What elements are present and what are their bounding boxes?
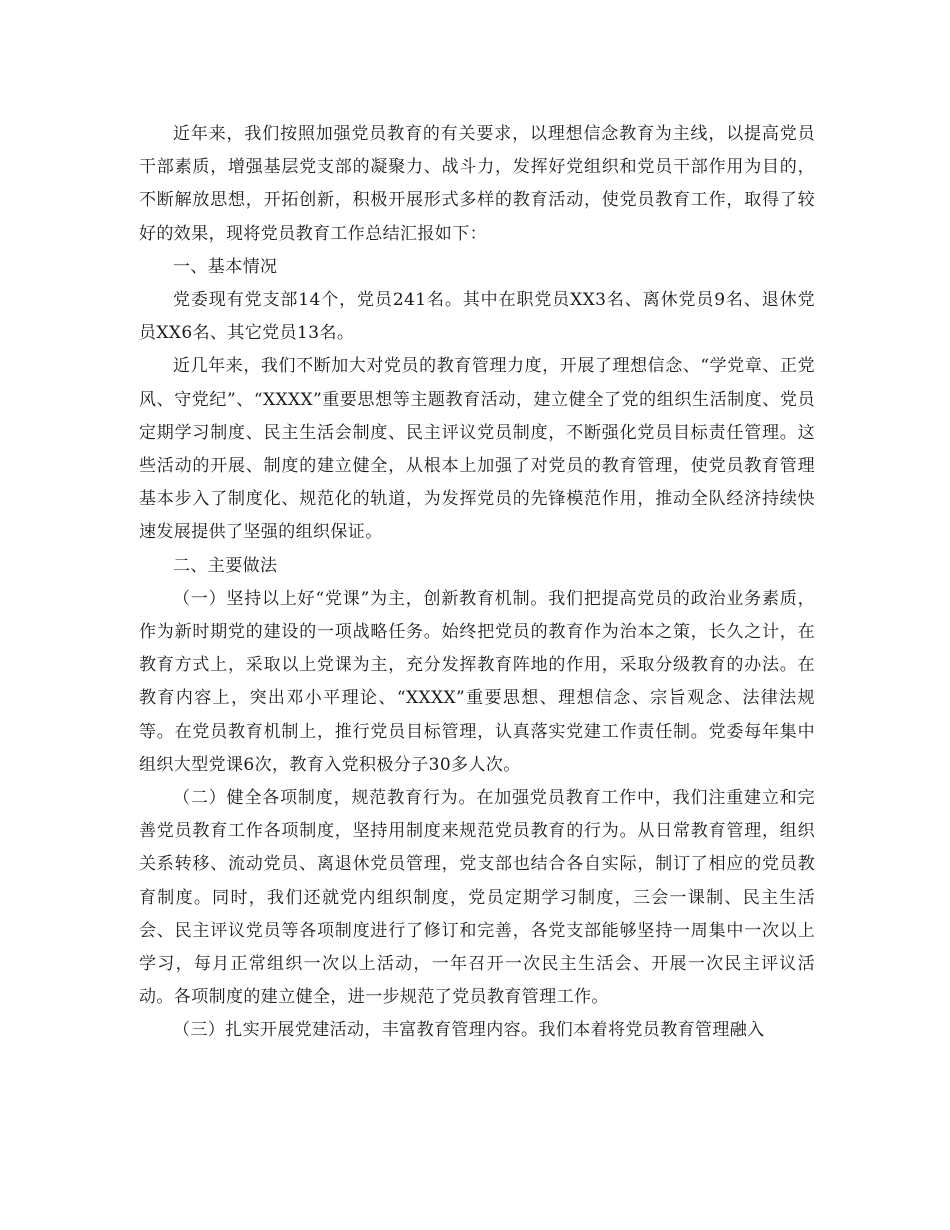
practice-paragraph-2: （二）健全各项制度，规范教育行为。在加强党员教育工作中，我们注重建立和完善党员教育工作各项制度，坚持用制度来规范党员教育的行为。从日常教育管理，组织关系转移、流动党员、离退休党员管理，党支部也结合各自实际，制订了相应的党员教育制度。同时，我们还就党内组织制度，党员定期学习制度，三会一课制、民主生活会、民主评议党员等各项制度进行了修订和完善，各党支部能够坚持一周集中一次以上学习，每月正常组织一次以上活动，一年召开一次民主生活会、开展一次民主评议活动。各项制度的建立健全，进一步规范了党员教育管理工作。: [139, 788, 815, 1008]
section-heading-main-practices: 二、主要做法: [173, 555, 278, 576]
practice-paragraph-1: （一）坚持以上好“党课”为主，创新教育机制。我们把提高党员的政治业务素质，作为新时期党的建设的一项战略任务。始终把党员的教育作为治本之策，长久之计，在教育方式上，采取以上党课为主，充分发挥教育阵地的作用，采取分级教育的办法。在教育内容上，突出邓小平理论、“XXXX”重要思想、理想信念、宗旨观念、法律法规等。在党员教育机制上，推行党员目标管理，认真落实党建工作责任制。党委每年集中组织大型党课6次，教育入党积极分子30多人次。: [139, 588, 815, 775]
practice-paragraph-3: （三）扎实开展党建活动，丰富教育管理内容。我们本着将党员教育管理融入: [173, 1020, 765, 1041]
education-management-paragraph: 近几年来，我们不断加大对党员的教育管理力度，开展了理想信念、“学党章、正党风、守党纪”、“XXXX”重要思想等主题教育活动，建立健全了党的组织生活制度、党员定期学习制度、民主生活会制度、民主评议党员制度，不断强化党员目标责任管理。这些活动的开展、制度的建立健全，从根本上加强了对党员的教育管理，使党员教育管理基本步入了制度化、规范化的轨道，为发挥党员的先锋模范作用，推动全队经济持续快速发展提供了坚强的组织保证。: [139, 356, 815, 543]
section-heading-basic-situation: 一、基本情况: [173, 256, 278, 277]
document-body: [139, 118, 815, 1048]
intro-paragraph: 近年来，我们按照加强党员教育的有关要求，以理想信念教育为主线，以提高党员干部素质，增强基层党支部的凝聚力、战斗力，发挥好党组织和党员干部作用为目的，不断解放思想，开拓创新，积极开展形式多样的教育活动，使党员教育工作，取得了较好的效果，现将党员教育工作总结汇报如下：: [139, 124, 815, 244]
basic-situation-paragraph: 党委现有党支部14个，党员241名。其中在职党员XX3名、离休党员9名、退休党员XX6名、其它党员13名。: [139, 290, 815, 344]
